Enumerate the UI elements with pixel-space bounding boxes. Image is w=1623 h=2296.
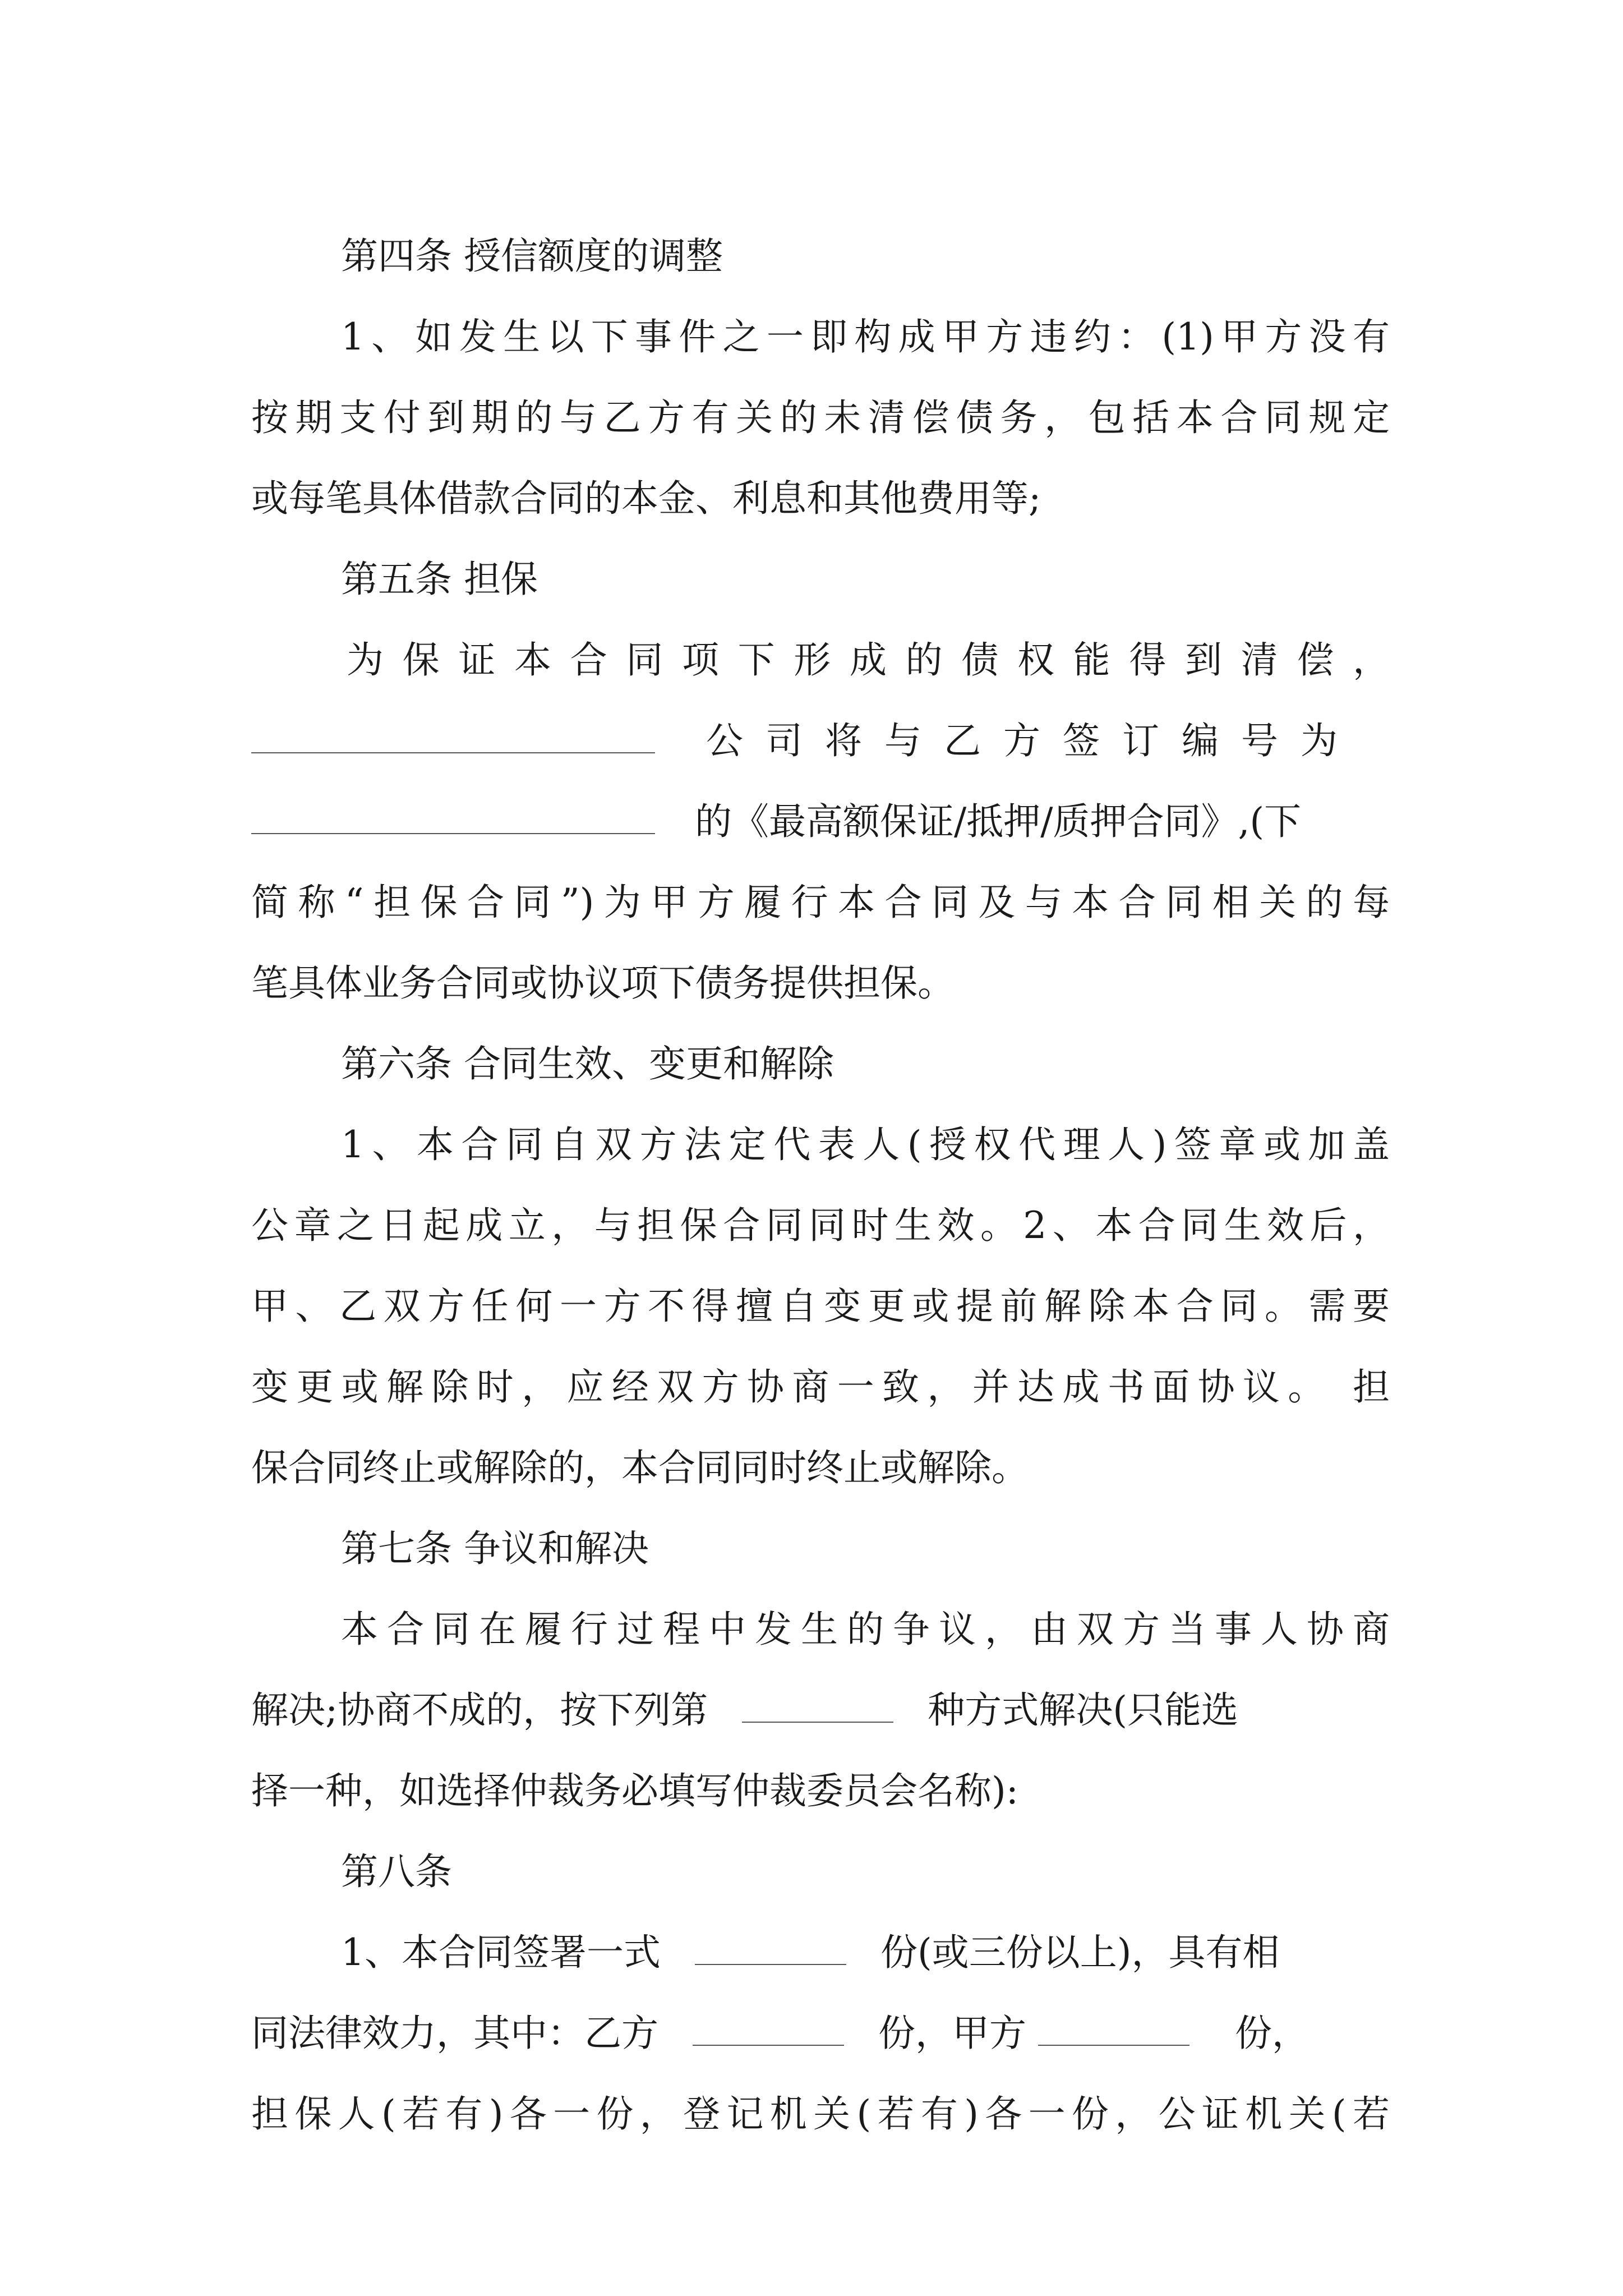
paragraph-line: 担保人(若有)各一份，登记机关(若有)各一份，公证机关(若: [251, 2092, 1390, 2136]
paragraph-line: 按期支付到期的与乙方有关的未清偿债务，包括本合同规定: [251, 396, 1390, 439]
article-7-heading: 第七条 争议和解决: [341, 1527, 649, 1570]
paragraph-line: 1、本合同自双方法定代表人(授权代理人)签章或加盖: [341, 1123, 1390, 1166]
document-page: [251, 216, 1390, 2155]
dispute-method-blank[interactable]: [742, 1688, 893, 1723]
paragraph-line: 笔具体业务合同或协议项下债务提供担保。: [251, 961, 955, 1005]
paragraph-text: 解决;协商不成的，按下列第: [251, 1688, 708, 1732]
paragraph-text: 份(或三份以上)，具有相: [880, 1931, 1280, 1974]
paragraph-line: [251, 1993, 1390, 2074]
paragraph-line: [251, 1912, 1390, 1993]
paragraph-line: [251, 1670, 1390, 1751]
article-8-heading: 第八条: [341, 1850, 452, 1893]
paragraph-line: 甲、乙双方任何一方不得擅自变更或提前解除本合同。需要: [251, 1285, 1390, 1328]
paragraph-line: [251, 701, 1390, 781]
paragraph-text: 公司将与乙方签订编号为: [706, 719, 1360, 762]
paragraph-text: 种方式解决(只能选: [928, 1688, 1238, 1732]
paragraph-line: 或每笔具体借款合同的本金、利息和其他费用等;: [251, 477, 1041, 520]
copies-total-blank[interactable]: [695, 1930, 846, 1965]
paragraph-text: 的《最高额保证/抵押/质押合同》,(下: [694, 800, 1302, 843]
paragraph-line: 保合同终止或解除的，本合同同时终止或解除。: [251, 1446, 1029, 1489]
paragraph-text: 1、本合同签署一式: [341, 1931, 661, 1974]
contract-number-blank[interactable]: [251, 799, 655, 834]
article-6-heading: 第六条 合同生效、变更和解除: [341, 1042, 834, 1085]
paragraph-text: 份，: [1234, 2012, 1309, 2055]
party-a-copies-blank[interactable]: [1038, 2011, 1189, 2046]
paragraph-line: 择一种，如选择仲裁务必填写仲裁委员会名称):: [251, 1769, 1018, 1812]
company-name-blank[interactable]: [251, 719, 655, 753]
paragraph-line: 为保证本合同项下形成的债权能得到清偿，: [347, 638, 1390, 682]
paragraph-text: 同法律效力，其中：乙方: [251, 2012, 658, 2055]
paragraph-text: 份，甲方: [878, 2012, 1026, 2055]
paragraph-line: [251, 781, 1390, 862]
paragraph-line: 简称“担保合同”)为甲方履行本合同及与本合同相关的每: [251, 881, 1390, 924]
article-5-heading: 第五条 担保: [341, 558, 538, 601]
article-4-heading: 第四条 授信额度的调整: [341, 234, 723, 278]
party-b-copies-blank[interactable]: [693, 2011, 844, 2046]
paragraph-line: 变更或解除时，应经双方协商一致，并达成书面协议。 担: [251, 1365, 1390, 1409]
paragraph-line: 本合同在履行过程中发生的争议，由双方当事人协商: [341, 1608, 1390, 1651]
paragraph-line: 1、如发生以下事件之一即构成甲方违约：(1)甲方没有: [341, 315, 1390, 358]
paragraph-line: 公章之日起成立，与担保合同同时生效。2、本合同生效后，: [251, 1204, 1390, 1247]
